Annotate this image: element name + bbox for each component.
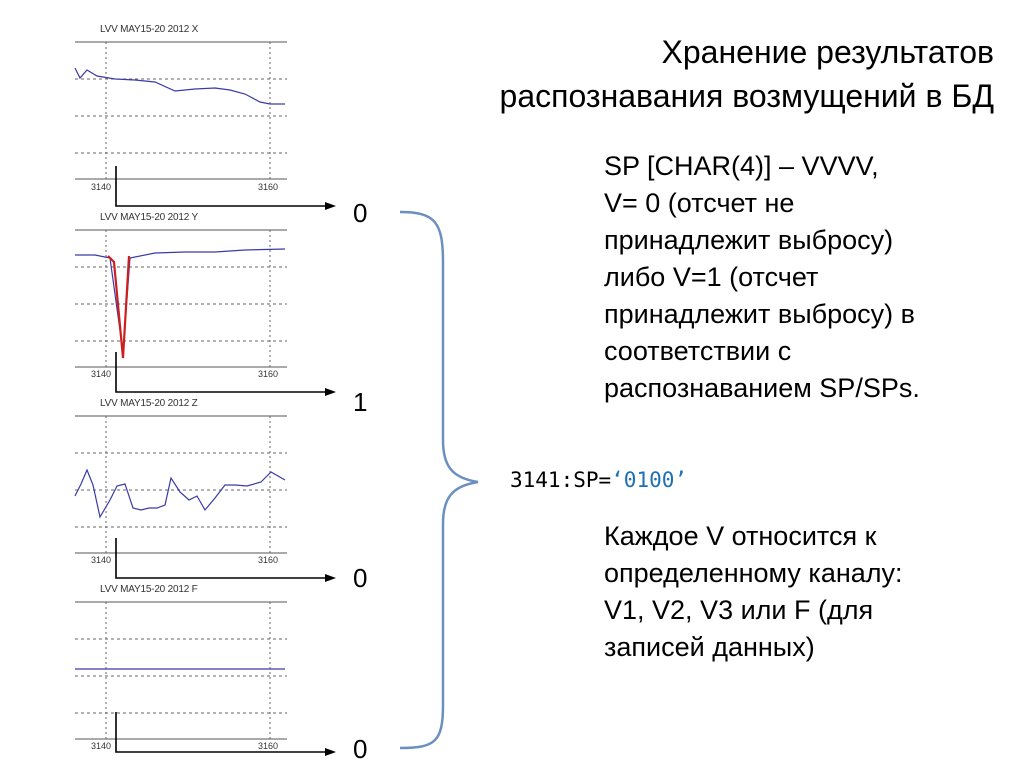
tick-left-x: 3140 xyxy=(91,182,112,192)
desc1-line: принадлежит выбросу) xyxy=(604,225,894,255)
desc2-line: Каждое V относится к xyxy=(604,521,877,551)
description-block-1 xyxy=(604,148,920,407)
bit-label-z: 0 xyxy=(353,563,368,593)
title-line-1: Хранение результатов xyxy=(661,34,994,70)
title-line-2: распознавания возмущений в БД xyxy=(499,78,994,114)
desc1-line: соответствии с xyxy=(604,336,792,366)
tick-right-z: 3160 xyxy=(258,555,279,565)
tick-left-y: 3140 xyxy=(91,369,112,379)
code-prefix: 3141:SP= xyxy=(510,468,612,492)
description-block-2 xyxy=(604,518,903,666)
desc1-line: принадлежит выбросу) в xyxy=(604,299,915,329)
arrow-line-x xyxy=(116,166,328,206)
arrow-head-z xyxy=(325,574,336,582)
code-example xyxy=(510,468,687,492)
arrow-head-x xyxy=(325,202,336,210)
panel-title-f: LVV MAY15-20 2012 F xyxy=(100,584,198,595)
desc1-line: SP [CHAR(4)] – VVVV, xyxy=(604,151,879,181)
arrow-line-f xyxy=(116,712,328,752)
desc1-line: распознаванием SP/SPs. xyxy=(604,373,920,403)
panel-title-y: LVV MAY15-20 2012 Y xyxy=(100,212,198,223)
arrow-head-f xyxy=(325,748,336,756)
bit-label-y: 1 xyxy=(353,387,368,417)
tick-left-f: 3140 xyxy=(91,741,112,751)
arrow-head-y xyxy=(325,388,336,396)
tick-right-x: 3160 xyxy=(258,182,279,192)
spike-outlier-trace xyxy=(108,256,129,358)
tick-right-y: 3160 xyxy=(258,369,279,379)
curly-brace xyxy=(400,212,478,748)
bit-label-f: 0 xyxy=(353,734,368,764)
code-value: ‘0100’ xyxy=(611,468,688,492)
desc2-line: записей данных) xyxy=(604,632,815,662)
arrow-line-z xyxy=(116,538,328,578)
arrow-line-y xyxy=(116,352,328,392)
slide-title xyxy=(334,30,994,118)
desc2-line: определенному каналу: xyxy=(604,558,903,588)
desc1-line: V= 0 (отсчет не xyxy=(604,188,795,218)
desc2-line: V1, V2, V3 или F (для xyxy=(604,595,874,625)
panel-title-x: LVV MAY15-20 2012 X xyxy=(100,24,199,35)
bit-label-x: 0 xyxy=(353,198,368,228)
tick-left-z: 3140 xyxy=(91,555,112,565)
desc1-line: либо V=1 (отсчет xyxy=(604,262,819,292)
panel-title-z: LVV MAY15-20 2012 Z xyxy=(100,398,198,409)
tick-right-f: 3160 xyxy=(258,741,279,751)
